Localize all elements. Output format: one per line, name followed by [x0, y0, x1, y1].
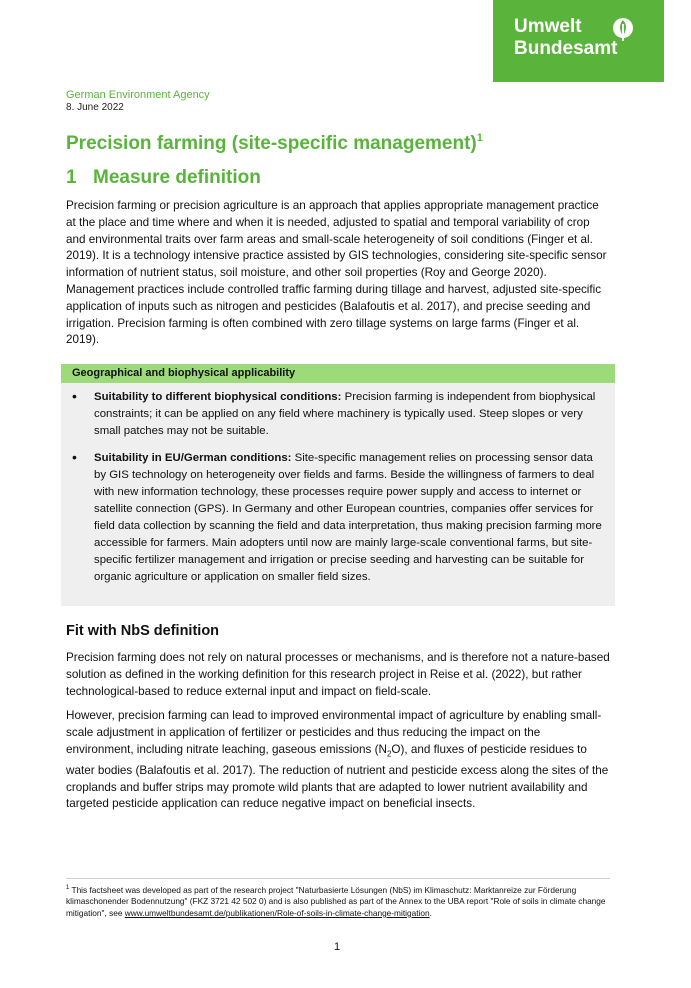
footnote-text: This factsheet was developed as part of the research project "Naturbasierte Lösungen (NbS) im Klimaschutz: Marktanreize zur Förderung klimaschonender Bodennutzung" (FKZ 3721 42 502 0) and is also published as part of the Annex to the UBA report "Role of soils in climate change mitigation", see: [66, 884, 606, 918]
section-heading: [66, 167, 261, 189]
logo-line-1: Umwelt: [514, 16, 582, 37]
bullet-icon: •: [72, 388, 77, 404]
footnote-link[interactable]: www.umweltbundesamt.de/publikationen/Role-of-soils-in-climate-change-mitigation: [124, 907, 430, 918]
nbs-paragraph-2-part-2: O), and fluxes of pesticide residues to water bodies (Balafoutis et al. 2017). The reduction of nutrient and pesticide excess along the sites of the croplands and buffer strips may promote wild plants that are adapted to lower nutrient availability and targeted pesticide application can reduce negative impact on beneficial insects.: [66, 742, 609, 811]
nbs-paragraph-2-part-1: However, precision farming can lead to improved environmental impact of agriculture by enabling small-scale adjustment in application of fertilizer or pesticides and thus reducing the impact on the environment, including nitrate leaching, gaseous emissions (N: [66, 709, 602, 756]
subscript-2: 2: [386, 748, 392, 758]
applicability-heading: Geographical and biophysical applicability: [72, 367, 296, 379]
page-number: 1: [334, 941, 341, 953]
footnote-end: .: [429, 907, 432, 918]
footnote: [66, 883, 611, 919]
agency-name: German Environment Agency: [66, 89, 210, 101]
applicability-item: [94, 450, 604, 586]
footnote-marker: 1: [66, 885, 70, 891]
bullet-icon: •: [72, 449, 77, 465]
title-footnote-marker[interactable]: 1: [476, 132, 483, 144]
umweltbundesamt-logo: [493, 0, 664, 82]
item-label: Suitability to different biophysical conditions:: [94, 391, 342, 403]
applicability-item: [94, 389, 604, 440]
nbs-paragraph-2: [66, 708, 611, 813]
item-text: Site-specific management relies on processing sensor data by GIS technology on heterogeneity over fields and farms. Beside the willingness of farmers to deal with new information technology, these processes require power supply and access to internet or satellite connection (GPS). In Germany and other European countries, companies offer services for field data collection by scanning the field and data interpretation, thus making precision farming more accessible for farmers. Main adopters until now are mainly large-scale conventional farms, but site-specific fertilizer management and irrigation or precise seeding and harvesting can be suitable for organic agriculture or application on smaller field sizes.: [94, 452, 602, 583]
measure-definition-paragraph: Precision farming or precision agriculture is an approach that applies appropriate management practice at the place and time where and when it is needed, adjusted to spatial and temporal variability of crop and environmental traits over farm areas and small-scale heterogeneity of soil conditions (Finger et al. 2019). It is a technology intensive practice assisted by GIS technologies, considering site-specific sensor information of nutrient status, soil moisture, and other soil properties (Roy and George 2020). Management practices include controlled traffic farming during tillage and harvest, adjusted site-specific application of inputs such as nitrogen and pesticides (Balafoutis et al. 2017), and precise seeding and irrigation. Precision farming is often combined with zero tillage systems on large farms (Finger et al. 2019).: [66, 199, 607, 347]
title-text: Precision farming (site-specific management): [66, 133, 477, 154]
publication-date: 8. June 2022: [66, 102, 124, 113]
document-title: [66, 133, 483, 155]
item-label: Suitability in EU/German conditions:: [94, 452, 292, 464]
applicability-box: [61, 364, 615, 606]
footnote-divider: [66, 878, 610, 879]
nbs-heading: Fit with NbS definition: [66, 623, 220, 639]
item-text: Precision farming is independent from biophysical constraints; it can be applied on any field where machinery is typically used. Steep slopes or very small patches may not be suitable.: [94, 391, 596, 437]
logo-line-2: Bundesamt: [514, 38, 618, 59]
section-title: Measure definition: [93, 167, 261, 188]
nbs-paragraph-1: Precision farming does not rely on natural processes or mechanisms, and is therefore not a nature-based solution as defined in the working definition for this research project in Reise et al. (2022), but rather technological-based to reduce external input and impact on field-scale.: [66, 651, 610, 698]
section-number: 1: [66, 167, 77, 188]
applicability-header: [61, 364, 615, 383]
leaf-logo-icon: [611, 16, 635, 42]
